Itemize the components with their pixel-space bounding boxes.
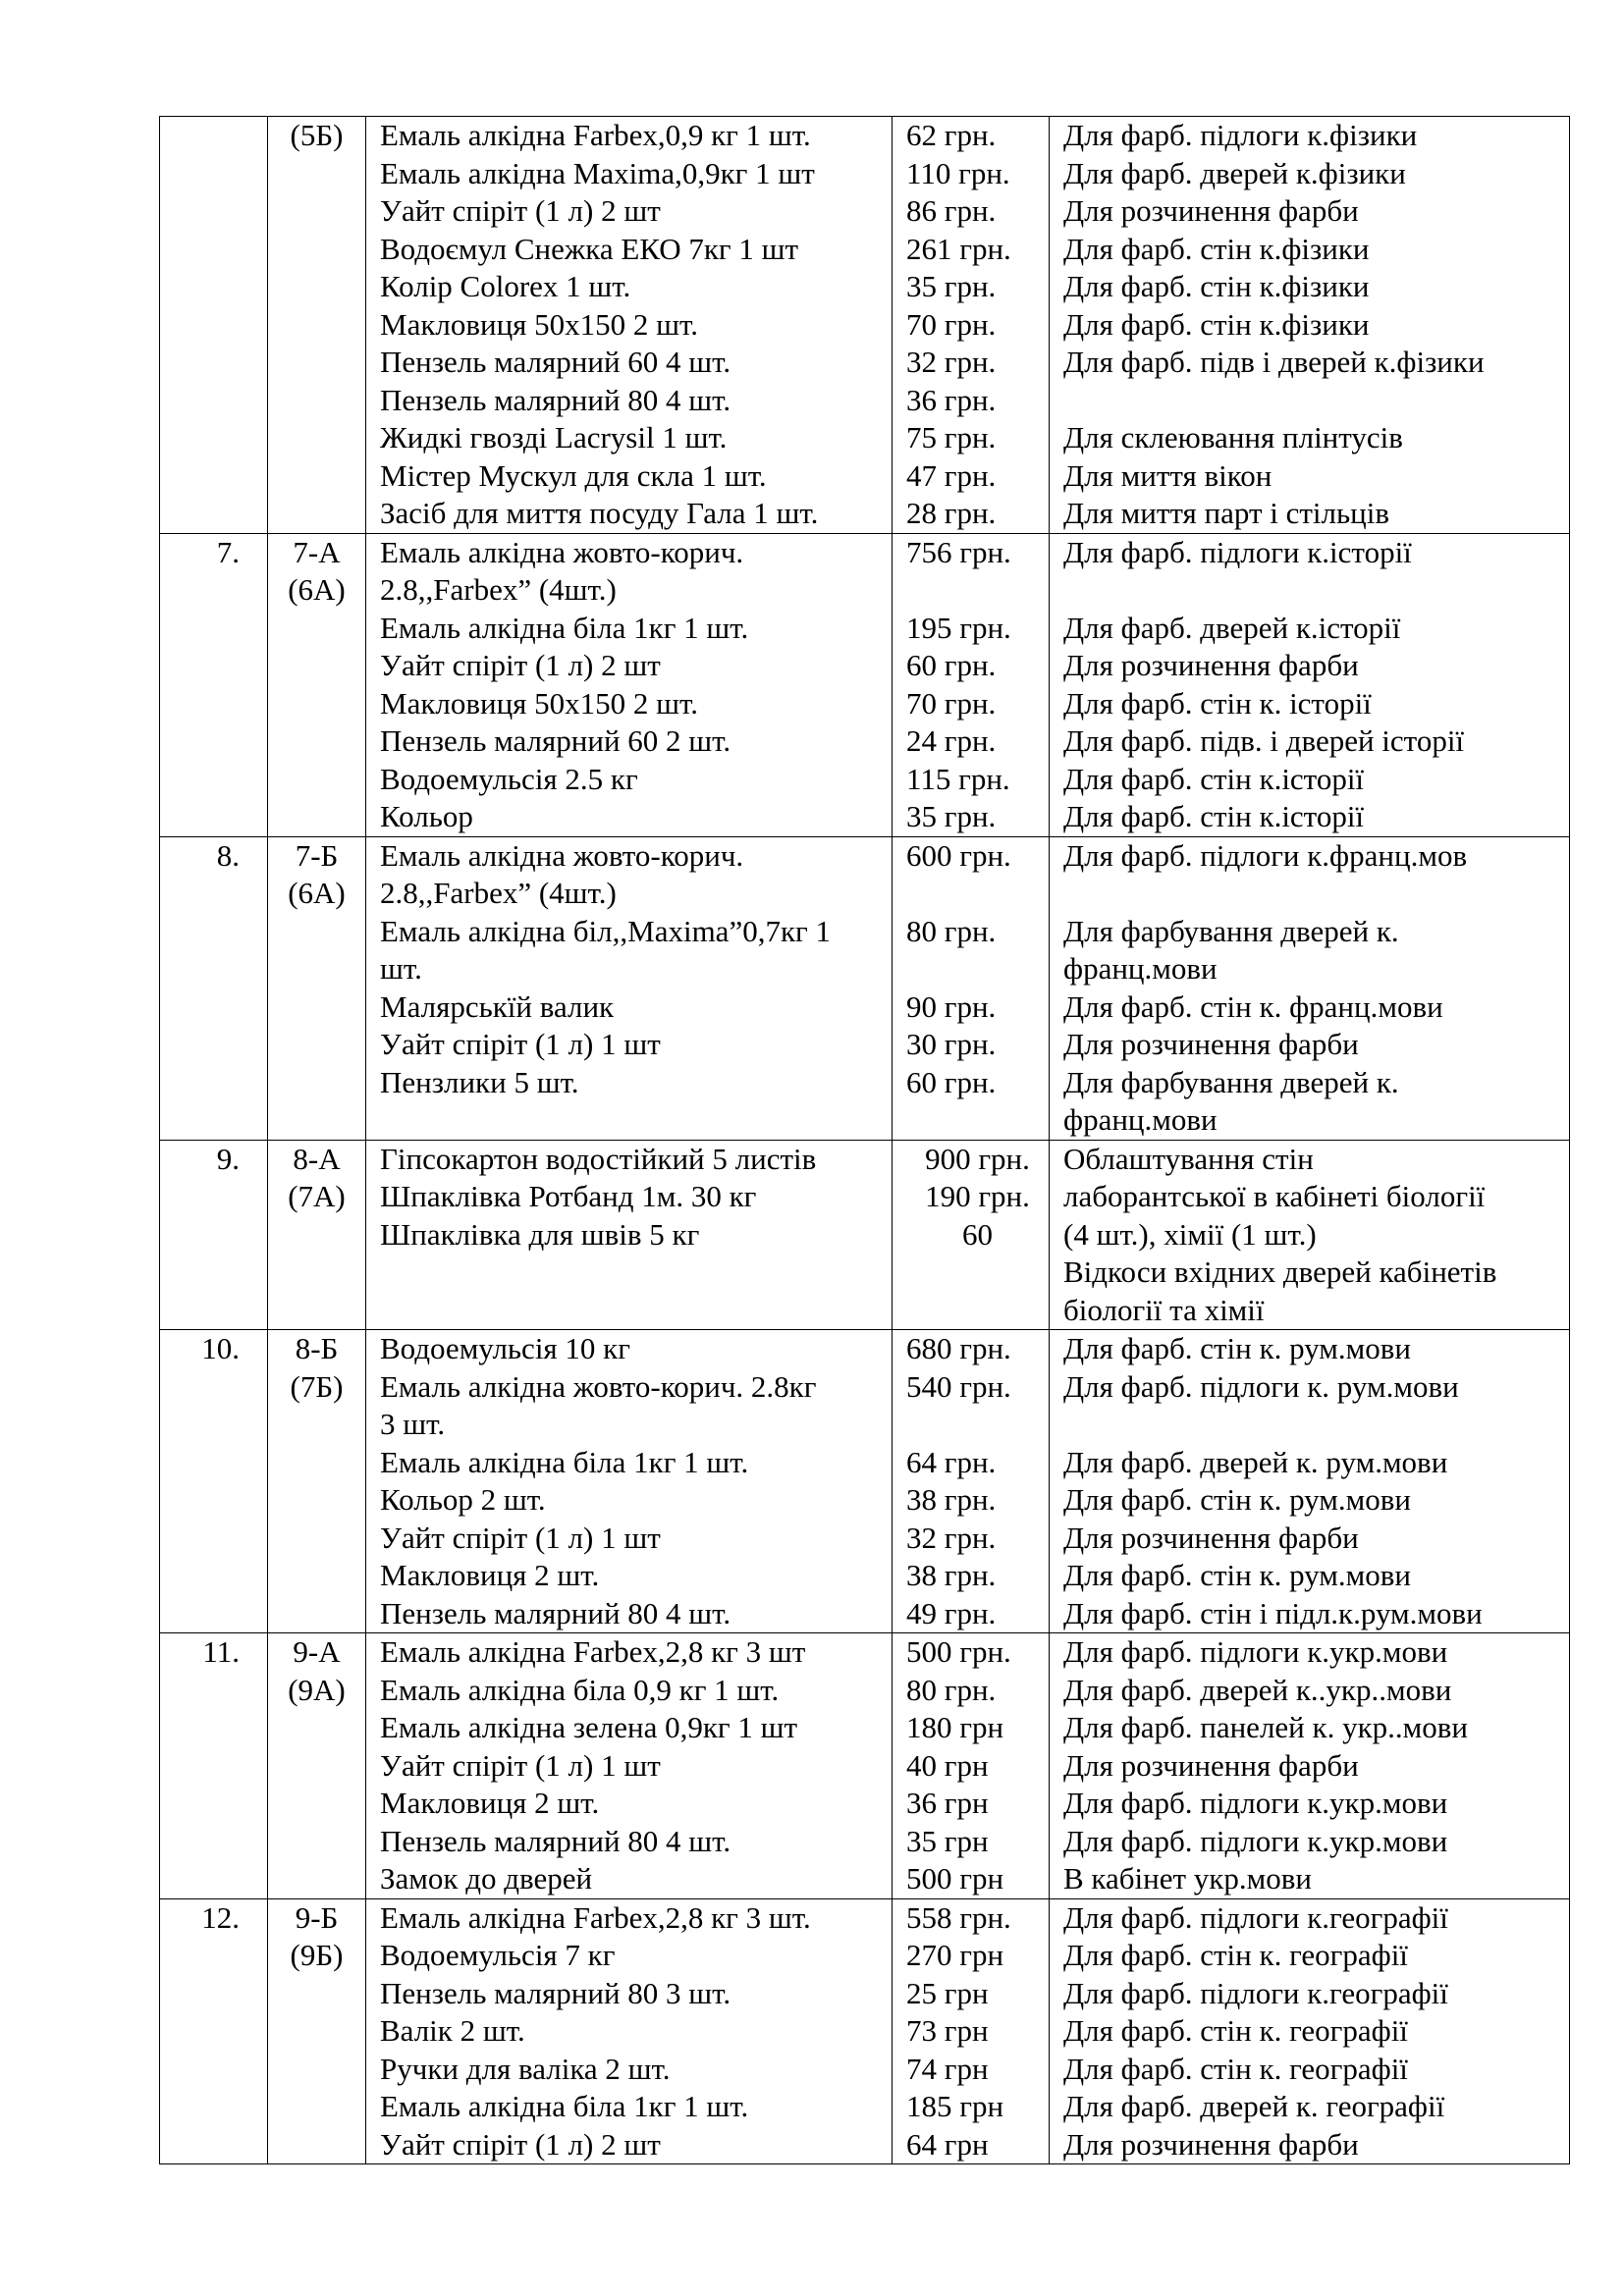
class-label: 8-А: [293, 1141, 341, 1176]
item-line: Емаль алкідна біла 1кг 1 шт.: [380, 1444, 749, 1479]
row-number: 7.: [216, 534, 240, 569]
price-line: 261 грн.: [906, 231, 1011, 266]
purpose-line: Для фарб. дверей к. географії: [1063, 2089, 1445, 2123]
table-row: [160, 117, 1570, 534]
purpose-line: Для фарб. підлоги к. рум.мови: [1063, 1368, 1459, 1404]
price-line: 64 грн: [906, 2126, 989, 2162]
price-line: 70 грн.: [906, 306, 997, 342]
item-line: Емаль алкідна Farbex,2,8 кг 3 шт: [380, 1634, 806, 1669]
row-number: 11.: [202, 1634, 240, 1669]
purpose-line: Для фарб. стін к.фізики: [1063, 231, 1370, 266]
class-label: 7-А: [293, 534, 341, 569]
item-cell: [366, 1140, 893, 1330]
purpose-line: Для фарб. стін к.історії: [1063, 761, 1365, 796]
purpose-line: Для миття вікон: [1063, 457, 1272, 493]
purpose-line: (4 шт.), хімії (1 шт.): [1063, 1216, 1317, 1252]
table-row: [160, 1898, 1570, 2164]
price-line: 190 грн.: [925, 1179, 1030, 1213]
price-line: 38 грн.: [906, 1558, 997, 1592]
item-cell: [366, 533, 893, 836]
class-cell: [268, 117, 366, 534]
row-number-cell: [160, 1898, 268, 2164]
item-cell: [366, 1898, 893, 2164]
purpose-line: Для фарб. стін к. рум.мови: [1063, 1482, 1411, 1517]
price-line: 60 грн.: [906, 648, 997, 682]
purpose-line: Для фарб. стін к. історії: [1063, 685, 1372, 721]
row-number-cell: [160, 1633, 268, 1899]
price-line: 64 грн.: [906, 1444, 997, 1479]
item-line: Ручки для валіка 2 шт.: [380, 2051, 671, 2086]
price-line: 24 грн.: [906, 723, 997, 758]
purpose-line: Для фарб. стін і підл.к.рум.мови: [1063, 1595, 1483, 1630]
item-line: Емаль алкідна біла 1кг 1 шт.: [380, 610, 749, 645]
purpose-line: Для фарб. підлоги к.укр.мови: [1063, 1786, 1448, 1820]
purpose-line: Для склеювання плінтусів: [1063, 420, 1403, 454]
table-row: [160, 836, 1570, 1140]
item-line: Емаль алкідна Farbex,2,8 кг 3 шт.: [380, 1899, 811, 1935]
item-line: Емаль алкідна жовто-корич.: [380, 534, 744, 569]
price-line: 756 грн.: [906, 534, 1011, 569]
price-line: 500 грн: [906, 1861, 1004, 1896]
expenses-table: [159, 116, 1570, 2164]
item-line: Уайт спіріт (1 л) 2 шт: [380, 193, 661, 228]
item-line: Колір Colorex 1 шт.: [380, 269, 631, 303]
purpose-line: [1063, 875, 1569, 913]
item-line: Пензель малярний 80 4 шт.: [380, 1823, 731, 1858]
item-cell: [366, 1633, 893, 1899]
item-line: Уайт спіріт (1 л) 2 шт: [380, 2126, 661, 2162]
purpose-line: Для фарб. підлоги к.історії: [1063, 534, 1412, 569]
item-line: 3 шт.: [380, 1407, 446, 1441]
row-number: 10.: [201, 1331, 240, 1365]
price-line: 25 грн: [906, 1975, 989, 2010]
price-line: 73 грн: [906, 2013, 989, 2048]
table-row: [160, 1633, 1570, 1899]
table-row: [160, 533, 1570, 836]
purpose-line: Для фарб. дверей к. рум.мови: [1063, 1444, 1448, 1479]
price-line: [906, 1406, 1049, 1444]
price-line: 180 грн: [906, 1710, 1004, 1744]
price-line: 75 грн.: [906, 420, 997, 454]
purpose-line: [1063, 571, 1569, 610]
class-label: (7Б): [290, 1368, 344, 1404]
row-number: 12.: [201, 1899, 240, 1935]
price-line: 74 грн: [906, 2051, 989, 2086]
purpose-line: франц.мови: [1063, 1102, 1218, 1137]
item-line: Макловиця 50х150 2 шт.: [380, 685, 699, 721]
class-cell: [268, 1898, 366, 2164]
price-line: 900 грн.: [925, 1141, 1030, 1176]
purpose-line: Для фарб. підлоги к.географії: [1063, 1899, 1448, 1935]
item-cell: [366, 836, 893, 1140]
class-cell: [268, 1633, 366, 1899]
price-line: 185 грн: [906, 2089, 1004, 2123]
price-line: 110 грн.: [906, 155, 1010, 190]
price-line: 35 грн.: [906, 269, 997, 303]
row-number: [160, 117, 240, 155]
price-line: 28 грн.: [906, 496, 997, 530]
purpose-line: Відкоси вхідних дверей кабінетів: [1063, 1255, 1497, 1289]
table-row: [160, 1330, 1570, 1633]
price-cell: [893, 117, 1050, 534]
purpose-line: Для фарб. стін к. географії: [1063, 1938, 1408, 1972]
class-label: 7-Б: [295, 837, 339, 873]
item-line: Засіб для миття посуду Гала 1 шт.: [380, 496, 819, 530]
price-line: 600 грн.: [906, 837, 1011, 873]
class-cell: [268, 1140, 366, 1330]
purpose-line: Для фарб. стін к. рум.мови: [1063, 1331, 1411, 1365]
purpose-line: Для розчинення фарби: [1063, 1027, 1359, 1061]
item-line: Емаль алкідна Maxima,0,9кг 1 шт: [380, 155, 815, 190]
table-row: [160, 1140, 1570, 1330]
price-line: 86 грн.: [906, 193, 997, 228]
price-line: 195 грн.: [906, 610, 1011, 645]
item-line: Макловиця 50х150 2 шт.: [380, 306, 699, 342]
price-line: 500 грн.: [906, 1634, 1011, 1669]
purpose-cell: [1050, 1330, 1570, 1633]
price-line: 35 грн: [906, 1823, 989, 1858]
price-line: 90 грн.: [906, 988, 997, 1024]
row-number-cell: [160, 117, 268, 534]
price-cell: [893, 1140, 1050, 1330]
item-line: Уайт спіріт (1 л) 1 шт: [380, 1027, 661, 1061]
purpose-line: Для фарб. стін к.фізики: [1063, 269, 1370, 303]
purpose-line: біології та хімії: [1063, 1292, 1265, 1327]
price-line: 270 грн: [906, 1938, 1004, 1972]
price-line: 38 грн.: [906, 1482, 997, 1517]
purpose-line: Для фарб. підлоги к.укр.мови: [1063, 1823, 1448, 1858]
item-line: шт.: [380, 951, 422, 986]
item-line: Пензлики 5 шт.: [380, 1064, 579, 1099]
purpose-cell: [1050, 533, 1570, 836]
price-line: 80 грн.: [906, 913, 997, 948]
item-line: Водоемульсія 7 кг: [380, 1938, 616, 1972]
class-label: (6А): [288, 876, 346, 910]
price-cell: [893, 1330, 1050, 1633]
purpose-line: франц.мови: [1063, 951, 1218, 986]
class-label: 9-Б: [295, 1899, 339, 1935]
purpose-cell: [1050, 117, 1570, 534]
class-label: (6А): [288, 572, 346, 607]
price-line: [906, 571, 1049, 610]
item-line: Емаль алкідна жовто-корич.: [380, 837, 744, 873]
purpose-line: Для фарб. стін к. географії: [1063, 2051, 1408, 2086]
purpose-line: Для фарб. підлоги к.фізики: [1063, 118, 1418, 152]
item-line: Уайт спіріт (1 л) 1 шт: [380, 1520, 661, 1555]
price-line: [906, 875, 1049, 913]
item-line: Макловиця 2 шт.: [380, 1558, 600, 1592]
class-label: 9-А: [293, 1634, 341, 1669]
purpose-cell: [1050, 1898, 1570, 2164]
purpose-line: Для розчинення фарби: [1063, 193, 1359, 228]
purpose-line: Для фарб. дверей к.фізики: [1063, 155, 1406, 190]
purpose-line: Для миття парт і стільців: [1063, 496, 1389, 530]
purpose-line: Для фарбування дверей к.: [1063, 913, 1399, 948]
purpose-line: В кабінет укр.мови: [1063, 1861, 1312, 1896]
item-line: Пензель малярний 80 4 шт.: [380, 382, 731, 417]
item-line: Водоємул Снежка ЕКО 7кг 1 шт: [380, 231, 799, 266]
purpose-line: Для фарб. підв. і дверей історії: [1063, 723, 1465, 758]
price-line: 540 грн.: [906, 1368, 1011, 1404]
class-label: (9А): [288, 1672, 346, 1707]
item-line: Гіпсокартон водостійкий 5 листів: [380, 1141, 817, 1176]
class-cell: [268, 836, 366, 1140]
expenses-table-body: [160, 117, 1570, 2164]
purpose-line: Для фарб. підлоги к.географії: [1063, 1975, 1448, 2010]
item-cell: [366, 1330, 893, 1633]
item-line: 2.8,,Farbex” (4шт.): [380, 876, 617, 910]
item-line: Емаль алкідна біл,,Maxima”0,7кг 1: [380, 913, 831, 948]
price-line: 70 грн.: [906, 685, 997, 721]
price-line: 558 грн.: [906, 1899, 1011, 1935]
price-cell: [893, 1898, 1050, 2164]
purpose-line: Облаштування стін: [1063, 1141, 1314, 1176]
item-line: 2.8,,Farbex” (4шт.): [380, 572, 617, 607]
price-cell: [893, 533, 1050, 836]
item-line: Уайт спіріт (1 л) 1 шт: [380, 1747, 661, 1783]
item-line: Малярськїй валик: [380, 988, 615, 1024]
price-line: 49 грн.: [906, 1595, 997, 1630]
purpose-line: Для фарб. підлоги к.франц.мов: [1063, 837, 1468, 873]
purpose-line: Для фарб. стін к.історії: [1063, 799, 1365, 833]
class-label: 8-Б: [295, 1331, 339, 1365]
row-number: 8.: [216, 837, 240, 873]
item-line: Кольор: [380, 799, 473, 833]
purpose-line: Для фарб. стін к.фізики: [1063, 306, 1370, 342]
purpose-line: Для фарб. підв і дверей к.фізики: [1063, 345, 1485, 379]
item-line: Жидкі гвозді Lacrysil 1 шт.: [380, 420, 728, 454]
item-line: Пензель малярний 80 4 шт.: [380, 1595, 731, 1630]
price-line: 115 грн.: [906, 761, 1010, 796]
item-line: Водоемульсія 10 кг: [380, 1331, 630, 1365]
purpose-line: Для розчинення фарби: [1063, 648, 1359, 682]
class-label: (9Б): [290, 1938, 344, 1972]
row-number-cell: [160, 533, 268, 836]
item-line: Уайт спіріт (1 л) 2 шт: [380, 648, 661, 682]
purpose-line: Для розчинення фарби: [1063, 1520, 1359, 1555]
item-cell: [366, 117, 893, 534]
item-line: Водоемульсія 2.5 кг: [380, 761, 638, 796]
item-line: Пензель малярний 80 3 шт.: [380, 1975, 731, 2010]
price-line: 36 грн: [906, 1786, 989, 1820]
purpose-line: Для фарбування дверей к.: [1063, 1064, 1399, 1099]
purpose-line: Для фарб. стін к. географії: [1063, 2013, 1408, 2048]
price-line: 36 грн.: [906, 382, 997, 417]
purpose-line: Для фарб. дверей к.історії: [1063, 610, 1401, 645]
price-cell: [893, 1633, 1050, 1899]
item-line: Емаль алкідна біла 1кг 1 шт.: [380, 2089, 749, 2123]
price-line: 62 грн.: [906, 118, 997, 152]
purpose-line: Для фарб. дверей к..укр..мови: [1063, 1672, 1452, 1707]
item-line: Замок до дверей: [380, 1861, 593, 1896]
price-line: 80 грн.: [906, 1672, 997, 1707]
item-line: Шпаклівка для швів 5 кг: [380, 1216, 700, 1252]
purpose-line: Для фарб. підлоги к.укр.мови: [1063, 1634, 1448, 1669]
purpose-cell: [1050, 1140, 1570, 1330]
row-number-cell: [160, 1330, 268, 1633]
price-line: [906, 950, 1049, 988]
price-line: 32 грн.: [906, 1520, 997, 1555]
price-line: 35 грн.: [906, 799, 997, 833]
purpose-line: Для фарб. стін к. рум.мови: [1063, 1558, 1411, 1592]
price-line: 680 грн.: [906, 1331, 1011, 1365]
item-line: Емаль алкідна жовто-корич. 2.8кг: [380, 1368, 817, 1404]
row-number: 9.: [216, 1141, 240, 1176]
price-line: 60 грн.: [906, 1064, 997, 1099]
class-cell: [268, 533, 366, 836]
item-line: Пензель малярний 60 2 шт.: [380, 723, 731, 758]
purpose-cell: [1050, 1633, 1570, 1899]
price-line: 47 грн.: [906, 457, 997, 493]
row-number-cell: [160, 836, 268, 1140]
purpose-line: [1063, 382, 1569, 420]
class-label: (7А): [288, 1179, 346, 1213]
item-line: Емаль алкідна біла 0,9 кг 1 шт.: [380, 1672, 780, 1707]
purpose-line: Для фарб. панелей к. укр..мови: [1063, 1710, 1468, 1744]
price-line: 60: [962, 1216, 993, 1252]
class-cell: [268, 1330, 366, 1633]
purpose-cell: [1050, 836, 1570, 1140]
price-line: 30 грн.: [906, 1027, 997, 1061]
purpose-line: Для розчинення фарби: [1063, 2126, 1359, 2162]
purpose-line: Для фарб. стін к. франц.мови: [1063, 988, 1443, 1024]
item-line: Кольор 2 шт.: [380, 1482, 546, 1517]
item-line: Шпаклівка Ротбанд 1м. 30 кг: [380, 1179, 757, 1213]
item-line: Емаль алкідна зелена 0,9кг 1 шт: [380, 1710, 798, 1744]
price-line: 40 грн: [906, 1747, 989, 1783]
item-line: Містер Мускул для скла 1 шт.: [380, 457, 767, 493]
purpose-line: Для розчинення фарби: [1063, 1747, 1359, 1783]
purpose-line: лаборантської в кабінеті біології: [1063, 1179, 1486, 1213]
document-page: [159, 116, 1569, 2164]
row-number-cell: [160, 1140, 268, 1330]
item-line: Валік 2 шт.: [380, 2013, 525, 2048]
item-line: Пензель малярний 60 4 шт.: [380, 345, 731, 379]
price-line: 32 грн.: [906, 345, 997, 379]
item-line: Емаль алкідна Farbex,0,9 кг 1 шт.: [380, 118, 811, 152]
item-line: Макловиця 2 шт.: [380, 1786, 600, 1820]
purpose-line: [1063, 1406, 1569, 1444]
class-label: (5Б): [290, 118, 344, 152]
price-cell: [893, 836, 1050, 1140]
